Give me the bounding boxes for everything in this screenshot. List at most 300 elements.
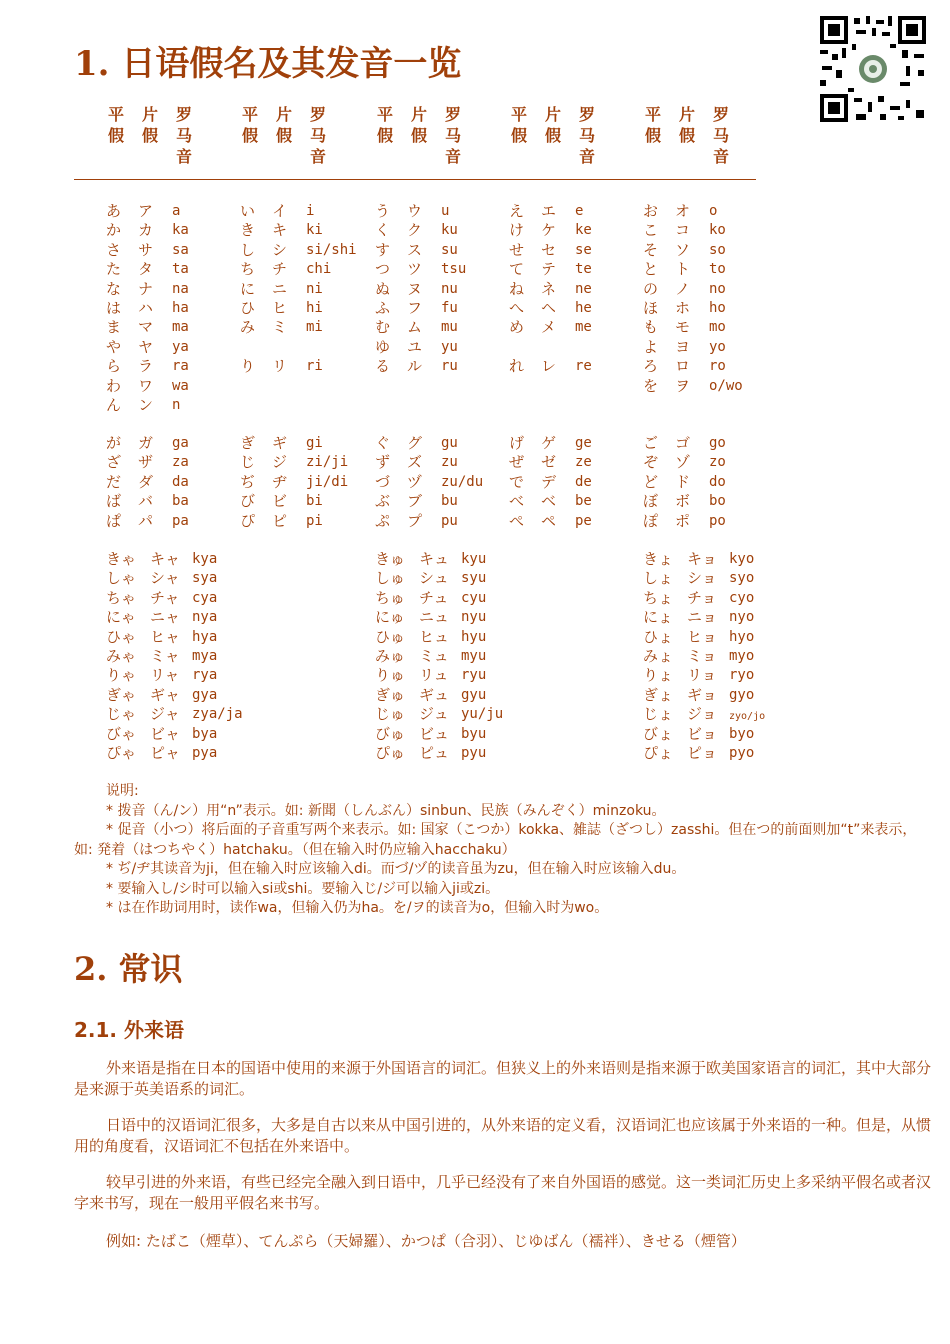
romaji-cell: do xyxy=(709,473,726,490)
hiragana-cell: ら xyxy=(106,357,122,376)
romaji-cell: bi xyxy=(306,493,323,510)
hiragana-cell: りゃ xyxy=(106,666,137,685)
katakana-cell: ヲ xyxy=(675,376,691,395)
hiragana-cell: お xyxy=(643,202,659,220)
hiragana-cell: ん xyxy=(106,396,122,414)
hiragana-cell: ぎゃ xyxy=(106,685,137,704)
katakana-cell: ピュ xyxy=(419,744,450,762)
hiragana-cell: きょ xyxy=(643,550,674,568)
katakana-cell: ギュ xyxy=(419,685,450,704)
romaji-cell: ya xyxy=(172,338,189,355)
hiragana-cell: ず xyxy=(375,453,391,472)
hiragana-cell: ろ xyxy=(643,357,659,376)
katakana-cell: ニョ xyxy=(687,608,718,627)
katakana-cell: ビュ xyxy=(419,724,450,743)
katakana-cell: ヌ xyxy=(407,279,423,298)
katakana-cell: ジョ xyxy=(687,705,717,724)
romaji-cell: cya xyxy=(192,589,218,606)
katakana-cell: シ xyxy=(272,240,288,259)
katakana-cell: ハ xyxy=(138,299,154,317)
katakana-cell: ニュ xyxy=(419,608,450,627)
hiragana-cell: な xyxy=(106,279,122,298)
note-item: * 拨音（ん/ン）用“n”表示。如: 新聞（しんぶん）sinbun、民族（みんぞく）minzoku。 xyxy=(106,802,666,819)
hiragana-cell: こ xyxy=(643,221,659,240)
hiragana-cell: み xyxy=(240,318,256,337)
romaji-cell: ryu xyxy=(461,667,487,684)
column-header: 罗马音 xyxy=(578,105,595,166)
katakana-cell: リュ xyxy=(419,666,449,685)
romaji-cell: se xyxy=(575,241,592,258)
notes-heading: 说明: xyxy=(106,783,139,799)
katakana-cell: ム xyxy=(407,318,423,337)
romaji-cell: ze xyxy=(575,454,592,471)
paragraph: 日语中的汉语词汇很多，大多是自古以来从中国引进的，从外来语的定义看，汉语词汇也应该属于外来语的一种。但是，从惯用的角度看，汉语词汇不包括在外来语中。 xyxy=(74,1116,932,1155)
column-header: 平假 xyxy=(107,105,124,145)
katakana-cell: ダ xyxy=(138,472,154,491)
katakana-cell: ゾ xyxy=(675,453,691,472)
romaji-cell: ni xyxy=(306,280,323,297)
romaji-cell: po xyxy=(709,512,726,529)
hiragana-cell: ぴゃ xyxy=(106,744,137,762)
romaji-cell: bya xyxy=(192,725,218,742)
paragraph: 外来语是指在日本的国语中使用的来源于外国语言的词汇。但狭义上的外来语则是指来源于欧美国家语言的词汇，其中大部分是来源于英美语系的词汇。 xyxy=(74,1059,932,1098)
romaji-cell: ho xyxy=(709,300,726,316)
katakana-cell: キュ xyxy=(419,550,450,568)
hiragana-cell: せ xyxy=(509,240,525,259)
hiragana-cell: げ xyxy=(509,434,525,452)
hiragana-cell: じゅ xyxy=(375,705,406,724)
romaji-cell: kyu xyxy=(461,551,487,567)
katakana-cell: グ xyxy=(407,434,423,452)
romaji-cell: wa xyxy=(172,377,189,394)
hiragana-cell: べ xyxy=(509,492,525,511)
hiragana-cell: にゅ xyxy=(375,608,405,627)
romaji-cell: syo xyxy=(729,570,755,587)
romaji-cell: hya xyxy=(192,628,218,645)
katakana-cell: チュ xyxy=(419,588,449,607)
katakana-cell: ブ xyxy=(407,492,423,511)
katakana-cell: カ xyxy=(138,221,154,240)
katakana-cell: ズ xyxy=(407,453,423,472)
katakana-cell: シュ xyxy=(419,569,449,588)
romaji-cell: yu/ju xyxy=(461,706,504,723)
romaji-cell: bo xyxy=(709,493,726,510)
hiragana-cell: ちょ xyxy=(643,588,674,607)
katakana-cell: バ xyxy=(138,492,154,511)
romaji-cell: mo xyxy=(709,319,726,336)
hiragana-cell: ぺ xyxy=(509,511,525,530)
katakana-cell: セ xyxy=(541,240,557,259)
note-item: * 要输入し/シ时可以输入si或shi。要输入じ/ジ可以输入ji或zi。 xyxy=(106,880,500,897)
romaji-cell: me xyxy=(575,319,592,336)
hiragana-cell: ゆ xyxy=(375,337,391,356)
katakana-cell: エ xyxy=(541,202,557,220)
romaji-cell: re xyxy=(575,358,592,375)
romaji-cell: zu/du xyxy=(441,473,484,490)
katakana-cell: ビョ xyxy=(687,724,718,743)
hiragana-cell: れ xyxy=(509,357,525,376)
hiragana-cell: む xyxy=(375,318,391,337)
romaji-cell: ha xyxy=(172,300,189,316)
hiragana-cell: の xyxy=(643,279,659,298)
hiragana-cell: び xyxy=(240,492,256,511)
katakana-cell: ゼ xyxy=(541,453,557,472)
romaji-cell: fu xyxy=(441,300,458,316)
katakana-cell: ヒョ xyxy=(687,627,718,646)
romaji-cell: zu xyxy=(441,454,458,471)
romaji-cell: hyu xyxy=(461,628,487,645)
romaji-cell: rya xyxy=(192,667,218,684)
romaji-cell: cyu xyxy=(461,589,487,606)
romaji-cell: pya xyxy=(192,745,218,761)
katakana-cell: シャ xyxy=(150,569,180,588)
hiragana-cell: にゃ xyxy=(106,608,136,627)
katakana-cell: ジュ xyxy=(419,705,449,724)
romaji-cell: da xyxy=(172,473,189,490)
romaji-cell: su xyxy=(441,241,458,258)
katakana-cell: ソ xyxy=(675,240,691,259)
hiragana-cell: そ xyxy=(643,240,659,259)
katakana-cell: キ xyxy=(272,221,288,240)
romaji-cell: u xyxy=(441,203,450,219)
romaji-cell: zi/ji xyxy=(306,454,349,471)
hiragana-cell: は xyxy=(106,299,122,317)
romaji-cell: za xyxy=(172,454,189,471)
romaji-cell: pe xyxy=(575,512,592,529)
katakana-cell: ス xyxy=(407,240,423,259)
romaji-cell: mi xyxy=(306,319,323,336)
romaji-cell: chi xyxy=(306,261,332,278)
hiragana-cell: きゃ xyxy=(106,550,137,568)
hiragana-cell: ば xyxy=(106,492,122,511)
hiragana-cell: が xyxy=(106,434,122,452)
romaji-cell: kya xyxy=(192,551,218,567)
hiragana-cell: ぜ xyxy=(509,453,525,472)
romaji-cell: to xyxy=(709,261,726,278)
romaji-cell: gyu xyxy=(461,686,487,703)
katakana-cell: ピ xyxy=(272,511,288,530)
katakana-cell: テ xyxy=(541,260,557,279)
katakana-cell: イ xyxy=(272,202,288,220)
hiragana-cell: ひゅ xyxy=(375,627,406,646)
romaji-cell: yo xyxy=(709,338,726,355)
hiragana-cell: あ xyxy=(106,202,122,220)
hiragana-cell: や xyxy=(106,337,122,356)
katakana-cell: フ xyxy=(407,299,423,317)
hiragana-cell: る xyxy=(375,357,391,376)
hiragana-cell: ど xyxy=(643,472,659,491)
katakana-cell: マ xyxy=(138,318,154,337)
katakana-cell: ヂ xyxy=(272,472,288,491)
romaji-cell: pyu xyxy=(461,745,487,761)
hiragana-cell: ぞ xyxy=(643,453,659,472)
hiragana-cell: ご xyxy=(643,434,659,452)
column-header: 罗马音 xyxy=(712,105,729,166)
hiragana-cell: だ xyxy=(106,472,122,491)
katakana-cell: ギャ xyxy=(150,685,181,704)
hiragana-cell: て xyxy=(509,260,525,279)
hiragana-cell: びょ xyxy=(643,724,674,743)
katakana-cell: ミャ xyxy=(150,647,180,665)
hiragana-cell: ぴょ xyxy=(643,744,674,762)
romaji-cell: pa xyxy=(172,512,189,529)
katakana-cell: ヒュ xyxy=(419,627,450,646)
romaji-cell: ta xyxy=(172,261,189,278)
table-divider xyxy=(74,179,756,180)
katakana-cell: ビャ xyxy=(150,724,181,743)
katakana-cell: ボ xyxy=(675,492,691,511)
hiragana-cell: じ xyxy=(240,453,256,472)
hiragana-cell: で xyxy=(509,472,525,491)
katakana-cell: ゲ xyxy=(541,434,557,452)
note-item: * 促音（小つ）将后面的子音重写两个来表示。如: 国家（こつか）kokka、雑誌（ざつし）zasshi。但在つ的前面则加“t”来表示，如: 発着（はつちやく）hatchaku。（但在输入时仍应输入hacchaku） xyxy=(74,822,917,858)
hiragana-cell: りょ xyxy=(643,666,674,685)
note-item: * ぢ/ヂ其读音为ji，但在输入时应该输入di。而づ/ヅ的读音虽为zu，但在输入时应该输入du。 xyxy=(106,861,686,877)
column-header: 罗马音 xyxy=(175,105,192,166)
romaji-cell: de xyxy=(575,473,592,490)
katakana-cell: チ xyxy=(272,260,288,279)
romaji-cell: syu xyxy=(461,570,487,587)
katakana-cell: ク xyxy=(407,221,423,240)
hiragana-cell: ちゅ xyxy=(375,588,406,607)
romaji-cell: he xyxy=(575,300,592,316)
katakana-cell: ゴ xyxy=(675,434,691,452)
subsection-title: 2.1. 外来语 xyxy=(74,1018,184,1042)
hiragana-cell: ひゃ xyxy=(106,627,137,646)
katakana-cell: ア xyxy=(138,202,154,220)
hiragana-cell: た xyxy=(106,260,122,279)
romaji-cell: ke xyxy=(575,222,592,239)
romaji-cell: yu xyxy=(441,338,458,355)
hiragana-cell: つ xyxy=(375,260,391,279)
romaji-cell: ra xyxy=(172,358,189,375)
romaji-cell: sya xyxy=(192,570,218,587)
column-header: 罗马音 xyxy=(309,105,326,166)
hiragana-cell: りゅ xyxy=(375,666,406,685)
romaji-cell: nya xyxy=(192,609,218,626)
romaji-cell: gya xyxy=(192,686,218,703)
romaji-cell: ne xyxy=(575,280,592,297)
column-header: 罗马音 xyxy=(444,105,461,166)
romaji-cell: na xyxy=(172,280,189,297)
column-header: 平假 xyxy=(376,105,393,145)
romaji-cell: sa xyxy=(172,241,189,258)
katakana-cell: パ xyxy=(138,511,154,530)
hiragana-cell: ぐ xyxy=(375,434,391,452)
romaji-cell: so xyxy=(709,241,726,258)
romaji-cell: zo xyxy=(709,454,726,471)
hiragana-cell: にょ xyxy=(643,608,673,627)
katakana-cell: ニ xyxy=(272,279,288,298)
romaji-cell: nyo xyxy=(729,609,755,626)
katakana-cell: リ xyxy=(272,357,288,376)
katakana-cell: タ xyxy=(138,260,154,279)
romaji-cell: no xyxy=(709,280,726,297)
romaji-cell: ku xyxy=(441,222,458,239)
katakana-cell: ル xyxy=(407,357,423,376)
katakana-cell: キャ xyxy=(150,550,181,568)
romaji-cell: ko xyxy=(709,222,726,239)
romaji-cell: ba xyxy=(172,493,189,510)
hiragana-cell: し xyxy=(240,240,256,259)
romaji-cell: e xyxy=(575,203,584,219)
katakana-cell: ツ xyxy=(407,260,423,279)
romaji-cell: hyo xyxy=(729,628,755,645)
katakana-cell: ポ xyxy=(675,511,691,530)
romaji-cell: hi xyxy=(306,300,323,316)
paragraph: 例如: たばこ（煙草）、てんぷら（天婦羅）、かつぱ（合羽）、じゆばん（襦袢）、きせる（煙管） xyxy=(106,1232,746,1250)
hiragana-cell: う xyxy=(375,202,391,220)
hiragana-cell: す xyxy=(375,240,391,259)
katakana-cell: チャ xyxy=(150,588,180,607)
notes-section xyxy=(74,782,926,919)
katakana-cell: サ xyxy=(138,240,154,259)
katakana-cell: ウ xyxy=(407,202,423,220)
hiragana-cell: さ xyxy=(106,240,122,259)
romaji-cell: i xyxy=(306,203,315,219)
katakana-cell: ザ xyxy=(138,453,154,472)
hiragana-cell: ぴ xyxy=(240,511,256,530)
katakana-cell: ヒャ xyxy=(150,627,181,646)
katakana-cell: オ xyxy=(675,202,691,220)
column-header: 片假 xyxy=(141,105,158,145)
katakana-cell: ミ xyxy=(272,318,288,337)
katakana-cell: ロ xyxy=(675,357,691,376)
column-header: 片假 xyxy=(678,105,695,145)
hiragana-cell: か xyxy=(106,221,122,240)
romaji-cell: gu xyxy=(441,435,458,451)
hiragana-cell: わ xyxy=(106,376,122,395)
romaji-cell: cyo xyxy=(729,589,755,606)
hiragana-cell: びゅ xyxy=(375,724,406,743)
romaji-cell: zya/ja xyxy=(192,706,243,723)
hiragana-cell: よ xyxy=(643,337,659,356)
romaji-cell: nyu xyxy=(461,609,487,626)
hiragana-cell: も xyxy=(643,318,659,337)
hiragana-cell: め xyxy=(509,318,525,337)
hiragana-cell: ほ xyxy=(643,299,659,317)
hiragana-cell: しょ xyxy=(643,569,674,588)
katakana-cell: ユ xyxy=(407,337,423,356)
hiragana-cell: ふ xyxy=(375,299,391,317)
hiragana-cell: きゅ xyxy=(375,550,406,568)
column-header: 平假 xyxy=(241,105,258,145)
section-1-title: 1. 日语假名及其发音一览 xyxy=(74,44,462,84)
romaji-cell: pu xyxy=(441,512,458,529)
katakana-cell: ケ xyxy=(541,221,557,240)
hiragana-cell: へ xyxy=(509,299,525,317)
romaji-cell: te xyxy=(575,261,592,278)
hiragana-cell: じょ xyxy=(643,705,674,724)
katakana-cell: ギョ xyxy=(687,685,718,704)
romaji-cell: n xyxy=(172,397,181,413)
hiragana-cell: みゃ xyxy=(106,647,137,665)
romaji-cell: ma xyxy=(172,319,189,336)
romaji-cell: gi xyxy=(306,435,323,451)
romaji-cell: ryo xyxy=(729,667,755,684)
hiragana-cell: を xyxy=(643,376,659,395)
hiragana-cell: に xyxy=(240,279,256,298)
hiragana-cell: ひょ xyxy=(643,627,674,646)
katakana-cell: ナ xyxy=(138,279,154,298)
romaji-cell: be xyxy=(575,493,592,510)
romaji-cell: zyo/jo xyxy=(729,711,766,723)
column-header: 片假 xyxy=(544,105,561,145)
romaji-cell: o/wo xyxy=(709,377,743,394)
hiragana-cell: ぎゅ xyxy=(375,685,406,704)
romaji-cell: ro xyxy=(709,358,726,375)
katakana-cell: ピョ xyxy=(687,744,718,762)
romaji-cell: a xyxy=(172,203,181,219)
katakana-cell: コ xyxy=(675,221,691,240)
hiragana-cell: ね xyxy=(509,279,525,298)
hiragana-cell: しゃ xyxy=(106,569,137,588)
katakana-cell: ガ xyxy=(138,434,154,452)
katakana-cell: メ xyxy=(541,318,557,337)
romaji-cell: mu xyxy=(441,319,458,336)
hiragana-cell: じゃ xyxy=(106,705,137,724)
romaji-cell: myu xyxy=(461,648,487,664)
katakana-cell: プ xyxy=(407,511,423,530)
hiragana-cell: と xyxy=(643,260,659,279)
column-header: 平假 xyxy=(510,105,527,145)
romaji-cell: ka xyxy=(172,222,189,239)
romaji-cell: ji/di xyxy=(306,473,349,490)
romaji-cell: ri xyxy=(306,358,323,375)
romaji-cell: si/shi xyxy=(306,241,357,258)
katakana-cell: ペ xyxy=(541,511,557,530)
hiragana-cell: ち xyxy=(240,260,256,279)
katakana-cell: ミュ xyxy=(419,647,449,665)
katakana-cell: ノ xyxy=(675,279,691,298)
katakana-cell: チョ xyxy=(687,588,717,607)
hiragana-cell: ぽ xyxy=(643,511,659,530)
romaji-cell: ge xyxy=(575,435,592,451)
romaji-cell: ga xyxy=(172,435,189,451)
column-header: 片假 xyxy=(410,105,427,145)
romaji-cell: ru xyxy=(441,358,458,375)
romaji-cell: byu xyxy=(461,725,487,742)
katakana-cell: ピャ xyxy=(150,744,181,762)
romaji-cell: tsu xyxy=(441,261,467,278)
column-header: 平假 xyxy=(644,105,661,145)
romaji-cell: gyo xyxy=(729,686,755,703)
hiragana-cell: ぷ xyxy=(375,511,391,530)
romaji-cell: pyo xyxy=(729,745,755,761)
katakana-cell: ジャ xyxy=(150,705,180,724)
romaji-cell: bu xyxy=(441,493,458,510)
katakana-cell: ヒ xyxy=(272,299,288,317)
katakana-cell: ン xyxy=(138,396,154,414)
hiragana-cell: ひ xyxy=(240,299,256,317)
katakana-cell: ベ xyxy=(541,492,557,511)
katakana-cell: ミョ xyxy=(687,647,717,665)
hiragana-cell: ぴゅ xyxy=(375,744,406,762)
romaji-cell: o xyxy=(709,203,718,219)
section-2-title: 2. 常识 xyxy=(74,950,183,988)
paragraph: 较早引进的外来语，有些已经完全融入到日语中，几乎已经没有了来自外国语的感觉。这一类词汇历史上多采纳平假名或者汉字来书写，现在一般用平假名来书写。 xyxy=(74,1173,932,1212)
romaji-cell: kyo xyxy=(729,551,755,567)
hiragana-cell: き xyxy=(240,221,256,240)
katakana-cell: ジ xyxy=(272,453,288,472)
hiragana-cell: り xyxy=(240,357,256,376)
hiragana-cell: ぶ xyxy=(375,492,391,511)
katakana-cell: ヨ xyxy=(675,337,691,356)
romaji-cell: nu xyxy=(441,280,458,297)
hiragana-cell: け xyxy=(509,221,525,240)
hiragana-cell: びゃ xyxy=(106,724,137,743)
katakana-cell: ショ xyxy=(687,569,717,588)
